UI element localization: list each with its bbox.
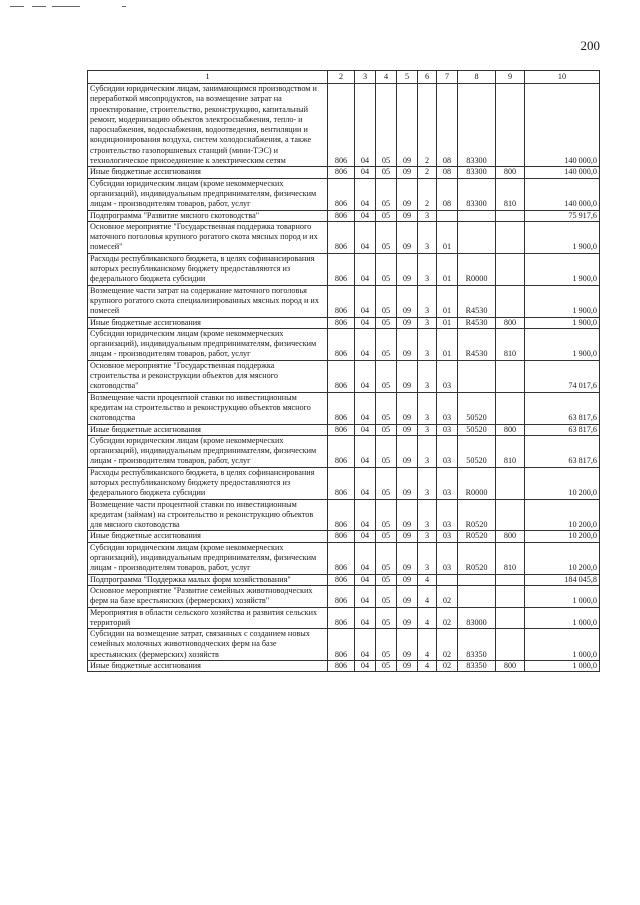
cell-c7: 08 xyxy=(437,178,458,210)
cell-c5: 09 xyxy=(397,360,418,392)
table-row xyxy=(88,499,600,531)
cell-c9 xyxy=(496,467,525,499)
page-number: 200 xyxy=(580,38,600,53)
row-name: Иные бюджетные ассигнования xyxy=(88,531,328,542)
cell-c7: 03 xyxy=(437,542,458,574)
row-name: Иные бюджетные ассигнования xyxy=(88,317,328,328)
row-name: Субсидии юридическим лицам (кроме некоммерческих организаций), индивидуальным предпринимателям, физическим лицам - производителям товаров, работ, услуг xyxy=(88,328,328,360)
cell-c2: 806 xyxy=(328,531,355,542)
table-row xyxy=(88,661,600,672)
cell-c8: R0000 xyxy=(458,253,496,285)
cell-c5: 09 xyxy=(397,424,418,435)
column-header: 10 xyxy=(525,71,600,84)
cell-c4: 05 xyxy=(376,531,397,542)
cell-c6: 3 xyxy=(418,360,437,392)
column-header: 2 xyxy=(328,71,355,84)
cell-c4: 05 xyxy=(376,328,397,360)
cell-c7: 01 xyxy=(437,328,458,360)
cell-c8: R0520 xyxy=(458,542,496,574)
cell-c3: 04 xyxy=(355,360,376,392)
cell-c8: R0520 xyxy=(458,531,496,542)
cell-c7: 02 xyxy=(437,661,458,672)
cell-c4: 05 xyxy=(376,607,397,629)
cell-c10: 1 900,0 xyxy=(525,285,600,317)
cell-c8: R4530 xyxy=(458,285,496,317)
cell-c2: 806 xyxy=(328,360,355,392)
cell-c2: 806 xyxy=(328,585,355,607)
cell-c5: 09 xyxy=(397,531,418,542)
table-row xyxy=(88,253,600,285)
cell-c5: 09 xyxy=(397,467,418,499)
cell-c5: 09 xyxy=(397,542,418,574)
row-name: Возмещение части процентной ставки по инвестиционным кредитам на строительство и реконструкцию объектов мясного скотоводства xyxy=(88,392,328,424)
table-row xyxy=(88,629,600,661)
cell-c4: 05 xyxy=(376,178,397,210)
cell-c5: 09 xyxy=(397,221,418,253)
cell-c5: 09 xyxy=(397,435,418,467)
cell-c10: 140 000,0 xyxy=(525,167,600,178)
cell-c4: 05 xyxy=(376,585,397,607)
cell-c3: 04 xyxy=(355,542,376,574)
cell-c2: 806 xyxy=(328,607,355,629)
cell-c3: 04 xyxy=(355,253,376,285)
cell-c4: 05 xyxy=(376,210,397,221)
cell-c2: 806 xyxy=(328,661,355,672)
cell-c2: 806 xyxy=(328,542,355,574)
table-row xyxy=(88,607,600,629)
cell-c8 xyxy=(458,574,496,585)
cell-c2: 806 xyxy=(328,221,355,253)
cell-c4: 05 xyxy=(376,285,397,317)
cell-c9 xyxy=(496,221,525,253)
cell-c4: 05 xyxy=(376,629,397,661)
cell-c6: 3 xyxy=(418,392,437,424)
cell-c4: 05 xyxy=(376,253,397,285)
table-header-row xyxy=(88,71,600,84)
cell-c8: 83300 xyxy=(458,84,496,167)
table-row xyxy=(88,542,600,574)
cell-c9 xyxy=(496,285,525,317)
cell-c2: 806 xyxy=(328,317,355,328)
cell-c10: 10 200,0 xyxy=(525,531,600,542)
cell-c4: 05 xyxy=(376,221,397,253)
cell-c8: 83300 xyxy=(458,178,496,210)
cell-c7: 01 xyxy=(437,253,458,285)
cell-c10: 140 000,0 xyxy=(525,178,600,210)
cell-c3: 04 xyxy=(355,661,376,672)
table-row xyxy=(88,210,600,221)
cell-c8 xyxy=(458,210,496,221)
table-row xyxy=(88,317,600,328)
cell-c3: 04 xyxy=(355,328,376,360)
cell-c5: 09 xyxy=(397,253,418,285)
cell-c3: 04 xyxy=(355,221,376,253)
row-name: Иные бюджетные ассигнования xyxy=(88,424,328,435)
cell-c8: R4530 xyxy=(458,328,496,360)
cell-c7: 01 xyxy=(437,317,458,328)
cell-c6: 3 xyxy=(418,531,437,542)
cell-c10: 1 000,0 xyxy=(525,585,600,607)
cell-c10: 1 900,0 xyxy=(525,221,600,253)
cell-c7: 03 xyxy=(437,467,458,499)
cell-c5: 09 xyxy=(397,499,418,531)
table-row xyxy=(88,585,600,607)
cell-c7: 03 xyxy=(437,392,458,424)
table-row xyxy=(88,435,600,467)
cell-c10: 10 200,0 xyxy=(525,499,600,531)
cell-c7 xyxy=(437,210,458,221)
cell-c10: 10 200,0 xyxy=(525,467,600,499)
cell-c6: 2 xyxy=(418,178,437,210)
cell-c10: 1 900,0 xyxy=(525,317,600,328)
cell-c7: 03 xyxy=(437,360,458,392)
cell-c2: 806 xyxy=(328,424,355,435)
cell-c9: 800 xyxy=(496,661,525,672)
cell-c8 xyxy=(458,360,496,392)
table-row xyxy=(88,285,600,317)
cell-c9 xyxy=(496,84,525,167)
table-row xyxy=(88,84,600,167)
cell-c2: 806 xyxy=(328,435,355,467)
cell-c3: 04 xyxy=(355,585,376,607)
column-header: 3 xyxy=(355,71,376,84)
row-name: Основное мероприятие "Государственная поддержка строительства и реконструкции объектов для мясного скотоводства" xyxy=(88,360,328,392)
cell-c2: 806 xyxy=(328,84,355,167)
cell-c4: 05 xyxy=(376,317,397,328)
cell-c7: 02 xyxy=(437,607,458,629)
cell-c3: 04 xyxy=(355,607,376,629)
column-header: 7 xyxy=(437,71,458,84)
header-rule-marks xyxy=(10,6,130,12)
column-header: 9 xyxy=(496,71,525,84)
cell-c4: 05 xyxy=(376,84,397,167)
cell-c2: 806 xyxy=(328,328,355,360)
cell-c9 xyxy=(496,210,525,221)
column-header: 6 xyxy=(418,71,437,84)
cell-c4: 05 xyxy=(376,499,397,531)
cell-c5: 09 xyxy=(397,84,418,167)
cell-c9 xyxy=(496,360,525,392)
cell-c5: 09 xyxy=(397,328,418,360)
cell-c8: 83300 xyxy=(458,167,496,178)
cell-c8: 83000 xyxy=(458,607,496,629)
cell-c2: 806 xyxy=(328,392,355,424)
cell-c8: 83350 xyxy=(458,629,496,661)
table-row xyxy=(88,392,600,424)
cell-c6: 3 xyxy=(418,467,437,499)
table-row xyxy=(88,167,600,178)
cell-c9: 800 xyxy=(496,317,525,328)
cell-c3: 04 xyxy=(355,629,376,661)
table-row xyxy=(88,360,600,392)
cell-c10: 63 817,6 xyxy=(525,424,600,435)
cell-c10: 184 045,8 xyxy=(525,574,600,585)
cell-c2: 806 xyxy=(328,253,355,285)
row-name: Субсидии юридическим лицам (кроме некоммерческих организаций), индивидуальным предпринимателям, физическим лицам - производителям товаров, работ, услуг xyxy=(88,435,328,467)
cell-c10: 140 000,0 xyxy=(525,84,600,167)
cell-c9 xyxy=(496,253,525,285)
cell-c6: 4 xyxy=(418,574,437,585)
row-name: Субсидии юридическим лицам, занимающимся производством и переработкой мясопродуктов, на возмещение затрат на проектирование, строительство, реконструкцию, капитальный ремонт, модернизацию объектов электроснабжения, тепло- и пароснабжения, водоснабжения, водоотведения, вентиляции и кондиционирования воздуха, систем холодоснабжения, а также строительство газопоршневых станций (мини-ТЭС) и технологическое присоединение к электрическим сетям xyxy=(88,84,328,167)
table-row xyxy=(88,178,600,210)
cell-c4: 05 xyxy=(376,467,397,499)
cell-c10: 1 000,0 xyxy=(525,661,600,672)
cell-c8: 50520 xyxy=(458,392,496,424)
cell-c4: 05 xyxy=(376,435,397,467)
cell-c7: 08 xyxy=(437,167,458,178)
cell-c2: 806 xyxy=(328,210,355,221)
cell-c10: 1 000,0 xyxy=(525,629,600,661)
cell-c3: 04 xyxy=(355,499,376,531)
row-name: Субсидии юридическим лицам (кроме некоммерческих организаций), индивидуальным предпринимателям, физическим лицам - производителям товаров, работ, услуг xyxy=(88,178,328,210)
cell-c4: 05 xyxy=(376,661,397,672)
cell-c8: R0520 xyxy=(458,499,496,531)
cell-c7: 02 xyxy=(437,585,458,607)
cell-c6: 4 xyxy=(418,661,437,672)
column-header: 5 xyxy=(397,71,418,84)
cell-c9: 800 xyxy=(496,167,525,178)
cell-c7: 01 xyxy=(437,221,458,253)
cell-c3: 04 xyxy=(355,574,376,585)
column-header: 8 xyxy=(458,71,496,84)
cell-c6: 3 xyxy=(418,210,437,221)
cell-c6: 3 xyxy=(418,542,437,574)
row-name: Основное мероприятие "Государственная поддержка товарного маточного поголовья крупного рогатого скота мясных пород и их помесей" xyxy=(88,221,328,253)
row-name: Подпрограмма "Развитие мясного скотоводства" xyxy=(88,210,328,221)
cell-c7: 03 xyxy=(437,435,458,467)
cell-c9 xyxy=(496,392,525,424)
cell-c10: 63 817,6 xyxy=(525,392,600,424)
row-name: Подпрограмма "Поддержка малых форм хозяйствования" xyxy=(88,574,328,585)
cell-c4: 05 xyxy=(376,574,397,585)
cell-c7: 03 xyxy=(437,499,458,531)
cell-c8 xyxy=(458,585,496,607)
cell-c4: 05 xyxy=(376,360,397,392)
cell-c9: 810 xyxy=(496,178,525,210)
cell-c7: 08 xyxy=(437,84,458,167)
row-name: Субсидии юридическим лицам (кроме некоммерческих организаций), индивидуальным предпринимателям, физическим лицам - производителям товаров, работ, услуг xyxy=(88,542,328,574)
cell-c3: 04 xyxy=(355,531,376,542)
cell-c2: 806 xyxy=(328,499,355,531)
column-header: 1 xyxy=(88,71,328,84)
cell-c3: 04 xyxy=(355,84,376,167)
cell-c7: 02 xyxy=(437,629,458,661)
cell-c8: 83350 xyxy=(458,661,496,672)
row-name: Субсидии на возмещение затрат, связанных с созданием новых семейных молочных животноводческих ферм на базе крестьянских (фермерских) хозяйств xyxy=(88,629,328,661)
cell-c6: 3 xyxy=(418,317,437,328)
cell-c9: 810 xyxy=(496,328,525,360)
cell-c7 xyxy=(437,574,458,585)
cell-c6: 4 xyxy=(418,607,437,629)
cell-c7: 03 xyxy=(437,531,458,542)
row-name: Основное мероприятие "Развитие семейных животноводческих ферм на базе крестьянских (фермерских) хозяйств" xyxy=(88,585,328,607)
table-row xyxy=(88,574,600,585)
cell-c2: 806 xyxy=(328,167,355,178)
cell-c6: 2 xyxy=(418,84,437,167)
cell-c4: 05 xyxy=(376,542,397,574)
cell-c5: 09 xyxy=(397,210,418,221)
cell-c9: 800 xyxy=(496,424,525,435)
cell-c8: R4530 xyxy=(458,317,496,328)
cell-c2: 806 xyxy=(328,178,355,210)
cell-c9 xyxy=(496,607,525,629)
table-body xyxy=(88,84,600,672)
cell-c3: 04 xyxy=(355,317,376,328)
table-row xyxy=(88,467,600,499)
budget-table xyxy=(87,70,600,672)
cell-c10: 74 017,6 xyxy=(525,360,600,392)
cell-c9 xyxy=(496,574,525,585)
row-name: Мероприятия в области сельского хозяйства и развития сельских территорий xyxy=(88,607,328,629)
cell-c6: 3 xyxy=(418,285,437,317)
cell-c8: 50520 xyxy=(458,435,496,467)
cell-c5: 09 xyxy=(397,574,418,585)
cell-c5: 09 xyxy=(397,661,418,672)
cell-c8 xyxy=(458,221,496,253)
cell-c5: 09 xyxy=(397,629,418,661)
cell-c7: 01 xyxy=(437,285,458,317)
cell-c6: 3 xyxy=(418,221,437,253)
row-name: Расходы республиканского бюджета, в целях софинансирования которых республиканскому бюджету предоставляются из федерального бюджета субсидии xyxy=(88,253,328,285)
cell-c3: 04 xyxy=(355,285,376,317)
cell-c6: 3 xyxy=(418,253,437,285)
cell-c2: 806 xyxy=(328,629,355,661)
cell-c2: 806 xyxy=(328,574,355,585)
cell-c8: R0000 xyxy=(458,467,496,499)
cell-c3: 04 xyxy=(355,392,376,424)
row-name: Иные бюджетные ассигнования xyxy=(88,661,328,672)
cell-c3: 04 xyxy=(355,167,376,178)
cell-c5: 09 xyxy=(397,167,418,178)
cell-c4: 05 xyxy=(376,167,397,178)
cell-c5: 09 xyxy=(397,585,418,607)
cell-c3: 04 xyxy=(355,210,376,221)
cell-c5: 09 xyxy=(397,607,418,629)
cell-c6: 3 xyxy=(418,424,437,435)
cell-c10: 63 817,6 xyxy=(525,435,600,467)
cell-c6: 3 xyxy=(418,328,437,360)
cell-c5: 09 xyxy=(397,317,418,328)
cell-c10: 1 000,0 xyxy=(525,607,600,629)
cell-c6: 3 xyxy=(418,499,437,531)
cell-c3: 04 xyxy=(355,467,376,499)
cell-c5: 09 xyxy=(397,178,418,210)
cell-c2: 806 xyxy=(328,285,355,317)
cell-c9 xyxy=(496,585,525,607)
cell-c9 xyxy=(496,499,525,531)
table-row xyxy=(88,328,600,360)
cell-c10: 1 900,0 xyxy=(525,253,600,285)
cell-c6: 3 xyxy=(418,435,437,467)
row-name: Расходы республиканского бюджета, в целях софинансирования которых республиканскому бюджету предоставляются из федерального бюджета субсидии xyxy=(88,467,328,499)
cell-c3: 04 xyxy=(355,435,376,467)
cell-c6: 4 xyxy=(418,585,437,607)
cell-c3: 04 xyxy=(355,178,376,210)
table-row xyxy=(88,221,600,253)
row-name: Возмещение части затрат на содержание маточного поголовья крупного рогатого скота специализированных мясных пород и их помесей xyxy=(88,285,328,317)
column-header: 4 xyxy=(376,71,397,84)
cell-c5: 09 xyxy=(397,285,418,317)
cell-c8: 50520 xyxy=(458,424,496,435)
cell-c9: 810 xyxy=(496,542,525,574)
row-name: Иные бюджетные ассигнования xyxy=(88,167,328,178)
cell-c10: 1 900,0 xyxy=(525,328,600,360)
cell-c7: 03 xyxy=(437,424,458,435)
cell-c9 xyxy=(496,629,525,661)
cell-c6: 4 xyxy=(418,629,437,661)
cell-c4: 05 xyxy=(376,392,397,424)
cell-c9: 800 xyxy=(496,531,525,542)
cell-c9: 810 xyxy=(496,435,525,467)
cell-c2: 806 xyxy=(328,467,355,499)
cell-c4: 05 xyxy=(376,424,397,435)
cell-c3: 04 xyxy=(355,424,376,435)
table-row xyxy=(88,424,600,435)
cell-c10: 75 917,6 xyxy=(525,210,600,221)
cell-c5: 09 xyxy=(397,392,418,424)
row-name: Возмещение части процентной ставки по инвестиционным кредитам (займам) на строительство и реконструкцию объектов для мясного скотоводства xyxy=(88,499,328,531)
cell-c10: 10 200,0 xyxy=(525,542,600,574)
cell-c6: 2 xyxy=(418,167,437,178)
table-row xyxy=(88,531,600,542)
